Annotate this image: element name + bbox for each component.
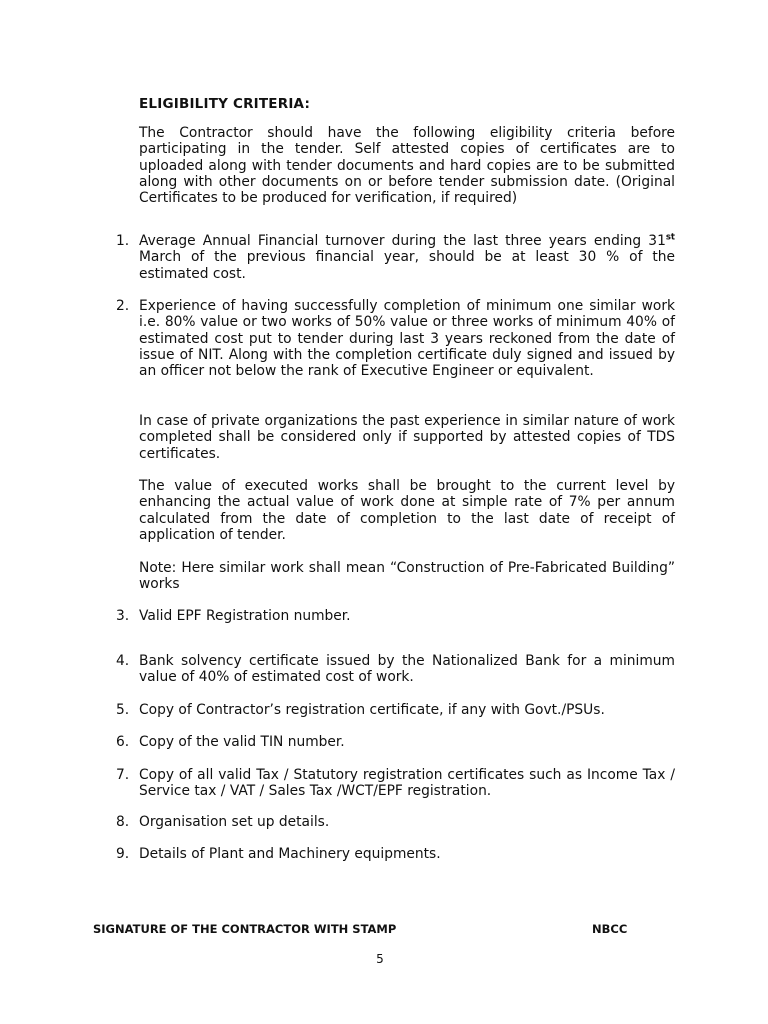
item-number: 9.	[116, 846, 130, 862]
criteria-item-4	[96, 653, 675, 686]
criteria-item-6	[96, 734, 675, 750]
item-text: Bank solvency certificate issued by the Nationalized Bank for a minimum value of 40% of estimated cost of work.	[139, 653, 675, 686]
criteria-item-9	[96, 846, 675, 862]
footer-signature-label: SIGNATURE OF THE CONTRACTOR WITH STAMP	[93, 922, 397, 936]
criteria-item-1	[96, 233, 675, 282]
item-2-paragraph-value: The value of executed works shall be brought to the current level by enhancing the actual value of work done at simple rate of 7% per annum calculated from the date of completion to the last date of receipt of application of tender.	[139, 478, 675, 543]
item-text: Experience of having successfully completion of minimum one similar work i.e. 80% value or two works of 50% value or three works of minimum 40% of estimated cost put to tender during last 3 years reckoned from the date of issue of NIT. Along with the completion certificate duly signed and issued by an officer not below the rank of Executive Engineer or equivalent.	[139, 298, 675, 380]
criteria-item-7	[96, 767, 675, 800]
item-number: 5.	[116, 702, 130, 718]
superscript: st	[665, 232, 675, 243]
item-2-paragraph-private: In case of private organizations the past experience in similar nature of work completed shall be considered only if supported by attested copies of TDS certificates.	[139, 413, 675, 462]
item-text: Details of Plant and Machinery equipments.	[139, 846, 441, 862]
intro-paragraph: The Contractor should have the following eligibility criteria before participating in the tender. Self attested copies of certificates are to uploaded along with tender documents and hard copies are to be submitted along with other documents on or before tender submission date. (Original Certificates to be produced for verification, if required)	[139, 125, 675, 207]
criteria-item-3	[96, 608, 675, 624]
section-heading: ELIGIBILITY CRITERIA:	[139, 96, 311, 112]
item-number: 8.	[116, 814, 130, 830]
item-text: Organisation set up details.	[139, 814, 330, 830]
item-2-paragraph-note: Note: Here similar work shall mean “Construction of Pre-Fabricated Building” works	[139, 560, 675, 593]
item-number: 2.	[116, 298, 130, 314]
criteria-item-8	[96, 814, 675, 830]
item-number: 3.	[116, 608, 130, 624]
item-number: 7.	[116, 767, 130, 783]
item-text: Copy of Contractor’s registration certificate, if any with Govt./PSUs.	[139, 702, 605, 718]
item-text: Copy of the valid TIN number.	[139, 734, 345, 750]
item-number: 6.	[116, 734, 130, 750]
footer-org-label: NBCC	[592, 922, 628, 936]
item-text: Copy of all valid Tax / Statutory registration certificates such as Income Tax / Service tax / VAT / Sales Tax /WCT/EPF registration.	[139, 767, 675, 800]
page-number: 5	[376, 952, 384, 966]
item-number: 4.	[116, 653, 130, 669]
item-number: 1.	[116, 233, 130, 249]
criteria-item-5	[96, 702, 675, 718]
item-text: Average Annual Financial turnover during the last three years ending 31st March of the previous financial year, should be at least 30 % of the estimated cost.	[139, 232, 675, 282]
item-text: Valid EPF Registration number.	[139, 608, 351, 624]
criteria-item-2	[96, 298, 675, 379]
